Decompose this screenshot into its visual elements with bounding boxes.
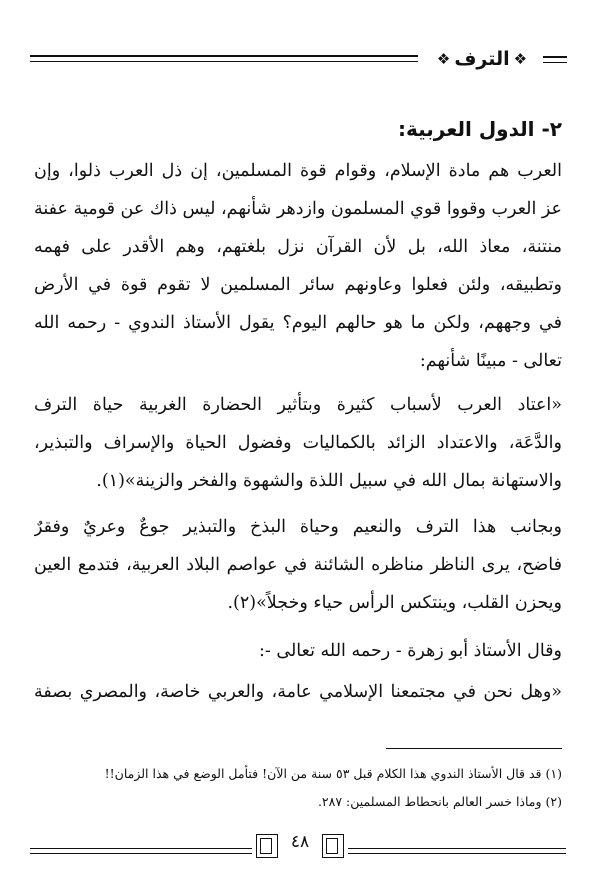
text-line: والدَّعَة، والاعتداد الزائد بالكماليات وفضول الحياة والإسراف والتبذير، [34,433,562,453]
paragraph [34,152,562,380]
header-rule-bottom [30,61,418,62]
ornament-icon: ❖ [436,50,451,68]
text-line: عز العرب وقووا قوي المسلمون وازدهر شأنهم، ليس ذاك عن قومية عفنة [34,199,562,219]
quotation-paragraph [34,672,562,712]
text-line: «وهل نحن في مجتمعنا الإسلامي عامة، والعربي خاصة، والمصري بصفة [34,682,562,702]
running-header [30,44,566,74]
text-line: «اعتاد العرب لأسباب كثيرة وبتأثير الحضارة الغربية حياة الترف [34,395,562,415]
text-line: فاضح، يرى الناظر مناظره الشائنة في عواصم البلاد العربية، فتدمع العين [34,555,562,575]
paragraph [34,630,562,672]
chapter-title: الترف [454,48,510,70]
footnote: (٢) وماذا خسر العالم بانحطاط المسلمين: ٢٨٧. [317,794,562,809]
footer-rule [30,853,252,854]
footer-rule [30,848,252,849]
ornament-icon: ❖ [513,50,528,68]
page-number: ٤٨ [290,832,310,852]
header-rule-end [543,62,567,63]
paragraph [34,508,562,622]
text-line: وبجانب هذا الترف والنعيم وحياة البذخ والتبذير جوعٌ وعريٌ وفقرٌ [34,517,562,537]
page-body [34,112,562,712]
page-number-footer [30,826,566,862]
text-line: تعالى - مبينًا شأنهم: [419,351,562,371]
footer-rule [348,853,566,854]
text-line: والاستهانة بمال الله في سبيل اللذة والشهوة والفخر والزينة»(١). [96,471,562,491]
running-header-title [426,44,538,74]
book-icon [322,834,344,858]
header-rule-end [543,56,567,58]
text-line: وقال الأستاذ أبو زهرة - رحمه الله تعالى -: [259,641,562,661]
footnote-separator [386,748,562,749]
text-line: منتنة، معاذ الله، بل لأن القرآن نزل بلغتهم، وهم الأقدر على فهمه [34,237,562,257]
text-line: العرب هم مادة الإسلام، وقوام قوة المسلمين، إن ذل العرب ذلوا، وإن [34,161,562,181]
footer-rule [348,848,566,849]
text-line: وتطبيقه، ولئن فعلوا وعاونهم سائر المسلمين لا تقوم قوة في الأرض [34,275,562,295]
text-line: في وجههم، ولكن ما هو حالهم اليوم؟ يقول الأستاذ الندوي - رحمه الله [34,313,562,333]
footnote: (١) قد قال الأستاذ الندوي هذا الكلام قبل ٥٣ سنة من الآن! فتأمل الوضع في هذا الزمان!! [104,766,562,781]
section-heading: ٢- الدول العربية: [397,117,562,141]
book-icon [256,834,278,858]
header-rule-top [30,55,418,57]
text-line: ويحزن القلب، وينتكس الرأس حياء وخجلاً»(٢). [227,593,562,613]
quotation-paragraph [34,386,562,500]
footnotes [34,760,562,816]
